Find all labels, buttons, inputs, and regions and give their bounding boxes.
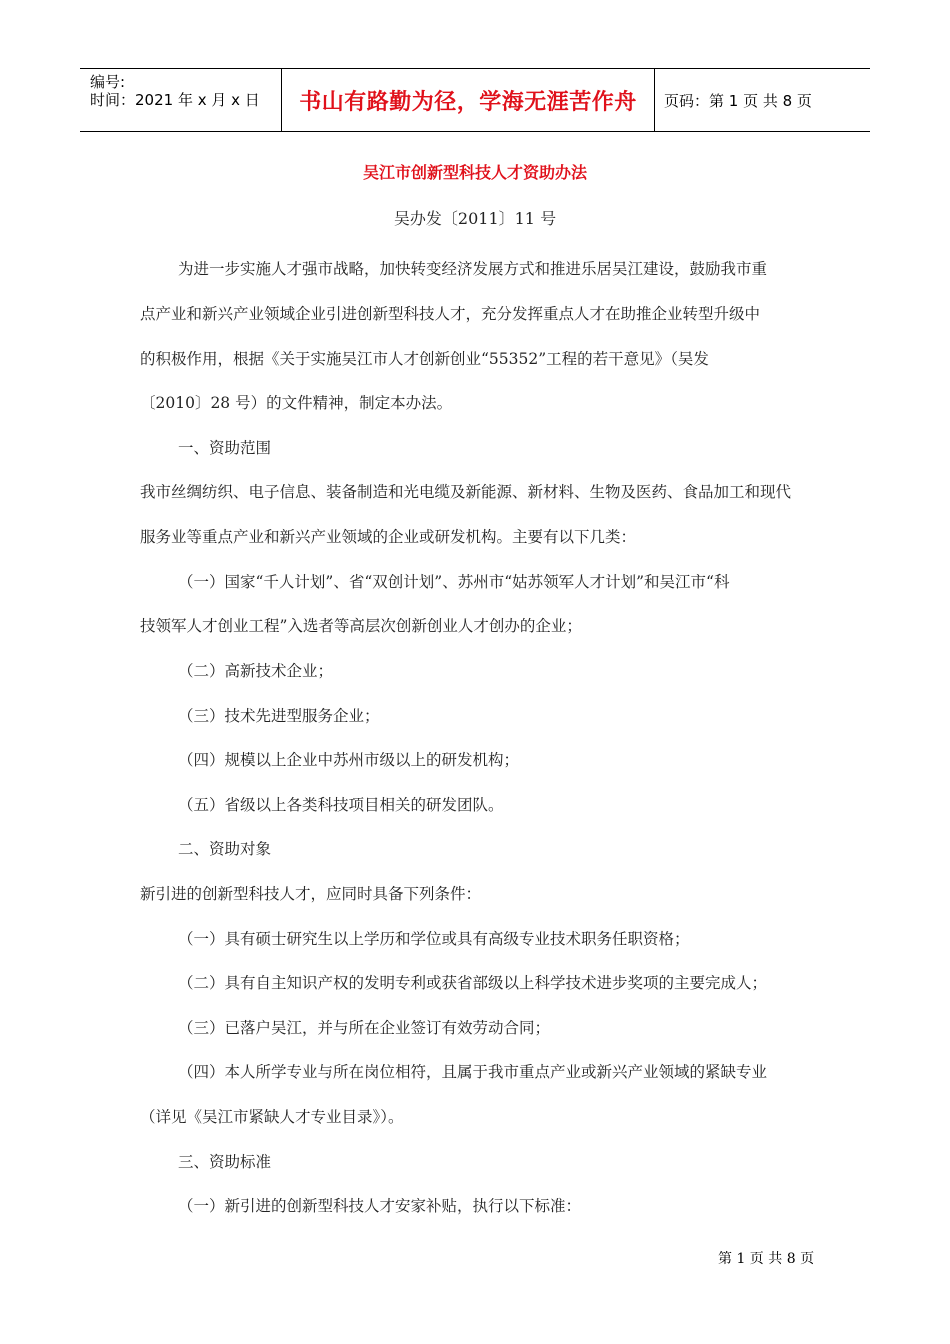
header-table: [80, 68, 870, 132]
section-heading: 二、资助对象: [178, 840, 272, 858]
section-heading: 一、资助范围: [178, 439, 272, 457]
list-item: （一）新引进的创新型科技人才安家补贴，执行以下标准：: [178, 1197, 582, 1215]
body-line: 技领军人才创业工程”入选者等高层次创新创业人才创办的企业；: [140, 617, 582, 635]
header-motto-cell: [281, 69, 655, 131]
header-right-cell: [654, 69, 870, 131]
header-left-cell: [80, 69, 280, 131]
body-line: 为进一步实施人才强市战略，加快转变经济发展方式和推进乐居吴江建设，鼓励我市重: [178, 260, 768, 278]
body-line: 我市丝绸纺织、电子信息、装备制造和光电缆及新能源、新材料、生物及医药、食品加工和现代: [140, 483, 792, 501]
footer-page-number: 第 1 页 共 8 页: [718, 1251, 815, 1267]
header-page-info: 页码：第 1 页 共 8 页: [664, 91, 812, 110]
number-label: 编号:: [90, 73, 126, 91]
list-item: （三）已落户吴江，并与所在企业签订有效劳动合同；: [178, 1019, 551, 1037]
list-item: （四）本人所学专业与所在岗位相符，且属于我市重点产业或新兴产业领域的紧缺专业: [178, 1063, 768, 1081]
list-item: （二）具有自主知识产权的发明专利或获省部级以上科学技术进步奖项的主要完成人；: [178, 974, 768, 992]
list-item: （三）技术先进型服务企业；: [178, 707, 380, 725]
header-motto: 书山有路勤为径，学海无涯苦作舟: [299, 89, 637, 115]
body-line: 的积极作用，根据《关于实施吴江市人才创新创业“55352”工程的若干意见》（吴发: [140, 350, 709, 368]
body-line: 点产业和新兴产业领域企业引进创新型科技人才，充分发挥重点人才在助推企业转型升级中: [140, 305, 761, 323]
list-item: （二）高新技术企业；: [178, 662, 334, 680]
document-number: 吴办发〔2011〕11 号: [393, 209, 557, 228]
section-heading: 三、资助标准: [178, 1153, 272, 1171]
body-line: 〔2010〕28 号）的文件精神，制定本办法。: [140, 394, 453, 412]
body-line: 服务业等重点产业和新兴产业领域的企业或研发机构。主要有以下几类：: [140, 528, 637, 546]
time-label: 时间：2021 年 x 月 x 日: [90, 91, 260, 109]
list-item: （一）国家“千人计划”、省“双创计划”、苏州市“姑苏领军人才计划”和吴江市“科: [178, 573, 730, 591]
list-item: （五）省级以上各类科技项目相关的研发团队。: [178, 796, 504, 814]
document-title: 吴江市创新型科技人才资助办法: [362, 163, 587, 182]
body-line: （详见《吴江市紧缺人才专业目录》）。: [140, 1108, 404, 1126]
body-line: 新引进的创新型科技人才，应同时具备下列条件：: [140, 885, 482, 903]
list-item: （一）具有硕士研究生以上学历和学位或具有高级专业技术职务任职资格；: [178, 930, 690, 948]
list-item: （四）规模以上企业中苏州市级以上的研发机构；: [178, 751, 520, 769]
